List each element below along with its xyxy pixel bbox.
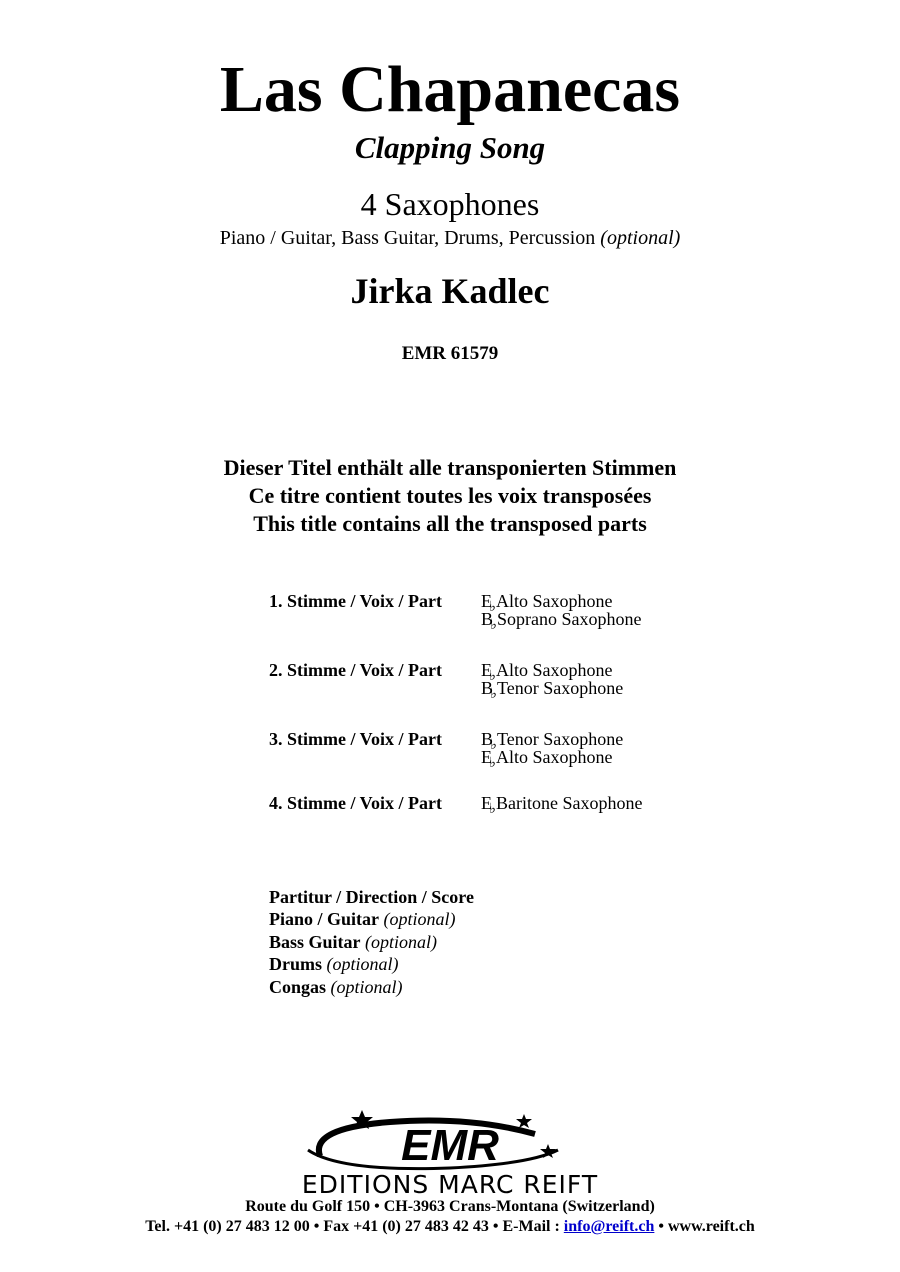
material-item <box>269 931 437 953</box>
key-letter: E <box>481 747 492 767</box>
instrument-name: Tenor Saxophone <box>497 729 624 749</box>
address: Route du Golf 150 • CH-3963 Crans-Montana (Switzerland) <box>245 1198 655 1215</box>
logo-text: EMR <box>401 1121 499 1170</box>
material-note: (optional) <box>326 954 399 974</box>
part-instrument <box>481 729 624 753</box>
page-title: Las Chapanecas <box>219 53 681 126</box>
flat-symbol: ♭ <box>490 738 498 753</box>
material-name: Partitur / Direction / Score <box>269 887 474 907</box>
part-label: 3. Stimme / Voix / Part <box>269 729 442 749</box>
notice-english: This title contains all the transposed parts <box>253 511 647 536</box>
instrument-name: Tenor Saxophone <box>497 678 624 698</box>
email-link[interactable]: info@reift.ch <box>563 1218 655 1235</box>
instrumentation-list: Piano / Guitar, Bass Guitar, Drums, Percussion <box>219 227 596 249</box>
key-letter: B <box>481 609 494 629</box>
instrument-name: Alto Saxophone <box>496 660 613 680</box>
part-instrument <box>481 660 613 684</box>
material-name: Bass Guitar <box>269 932 361 952</box>
flat-symbol: ♭ <box>489 802 496 817</box>
brand-name: EDITIONS MARC REIFT <box>301 1170 599 1199</box>
part-label: 1. Stimme / Voix / Part <box>269 591 442 611</box>
material-name: Piano / Guitar <box>269 909 380 929</box>
instrumentation-optional: (optional) <box>600 227 681 249</box>
key-letter: B <box>481 729 494 749</box>
contact-phone-fax: Tel. +41 (0) 27 483 12 00 • Fax +41 (0) 27 483 42 43 • E-Mail : <box>145 1218 564 1235</box>
page-subtitle: Clapping Song <box>354 130 546 165</box>
instrument-name: Soprano Saxophone <box>497 609 642 629</box>
material-item <box>269 976 403 998</box>
part-instrument <box>481 747 613 771</box>
material-name: Drums <box>269 954 322 974</box>
flat-symbol: ♭ <box>490 687 498 702</box>
material-item <box>269 908 456 930</box>
material-name: Congas <box>269 977 327 997</box>
part-instrument <box>481 591 613 615</box>
instrument-name: Baritone Saxophone <box>496 793 643 813</box>
notice-french: Ce titre contient toutes les voix transposées <box>248 483 652 508</box>
composer: Jirka Kadlec <box>350 271 550 311</box>
part-label: 4. Stimme / Voix / Part <box>269 793 442 813</box>
part-instrument <box>481 678 624 702</box>
emr-logo <box>300 1106 600 1178</box>
material-item <box>269 886 474 908</box>
flat-symbol: ♭ <box>489 600 496 615</box>
part-label: 2. Stimme / Voix / Part <box>269 660 442 680</box>
part-instrument <box>481 793 643 817</box>
instrument-name: Alto Saxophone <box>496 591 613 611</box>
key-letter: B <box>481 678 494 698</box>
ensemble: 4 Saxophones <box>360 186 540 222</box>
instrumentation <box>0 226 900 250</box>
key-letter: E <box>481 591 492 611</box>
material-item <box>269 953 399 975</box>
key-letter: E <box>481 660 492 680</box>
material-note: (optional) <box>383 909 456 929</box>
contact-website: • www.reift.ch <box>654 1218 755 1235</box>
flat-symbol: ♭ <box>489 756 496 771</box>
key-letter: E <box>481 793 492 813</box>
flat-symbol: ♭ <box>489 669 496 684</box>
contact-line <box>0 1217 900 1237</box>
catalog-number: EMR 61579 <box>401 343 499 364</box>
material-note: (optional) <box>365 932 438 952</box>
material-note: (optional) <box>330 977 403 997</box>
flat-symbol: ♭ <box>490 618 498 633</box>
part-instrument <box>481 609 642 633</box>
star-icon <box>516 1114 532 1128</box>
instrument-name: Alto Saxophone <box>496 747 613 767</box>
notice-german: Dieser Titel enthält alle transponierten Stimmen <box>223 455 677 480</box>
